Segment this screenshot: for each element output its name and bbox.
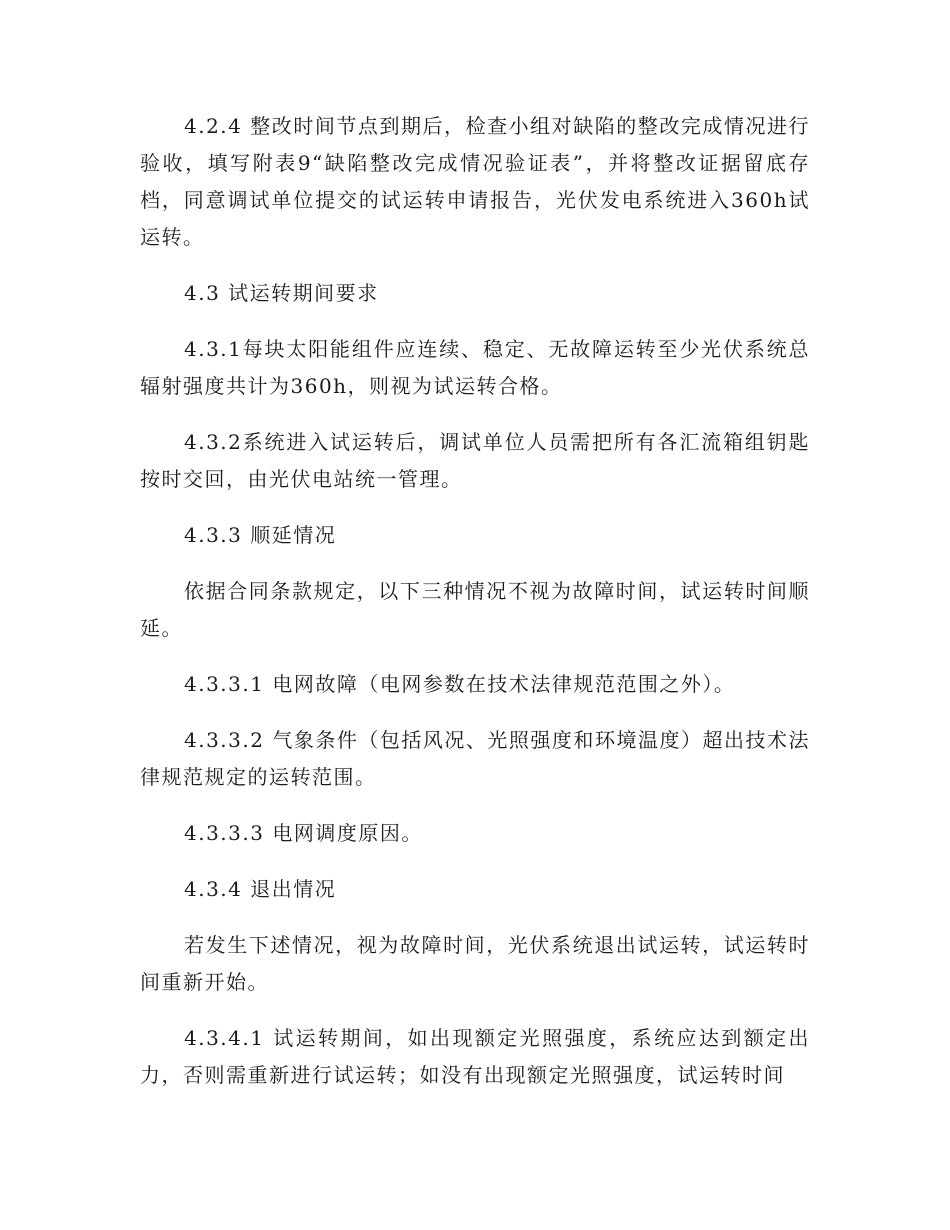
paragraph-4-3-4-1: 4.3.4.1 试运转期间，如出现额定光照强度，系统应达到额定出力，否则需重新进行试运转；如没有出现额定光照强度，试运转时间 xyxy=(140,1026,810,1087)
heading-4-3: 4.3 试运转期间要求 xyxy=(184,281,379,305)
paragraph-4-3-3-2: 4.3.3.2 气象条件（包括风况、光照强度和环境温度）超出技术法律规范规定的运转范围。 xyxy=(140,728,810,789)
paragraph-4-3-2: 4.3.2系统进入试运转后，调试单位人员需把所有各汇流箱组钥匙按时交回，由光伏电站统一管理。 xyxy=(140,430,810,491)
paragraph-4-3-1: 4.3.1每块太阳能组件应连续、稳定、无故障运转至少光伏系统总辐射强度共计为360h，则视为试运转合格。 xyxy=(140,337,810,398)
paragraph-4-2-4: 4.2.4 整改时间节点到期后，检查小组对缺陷的整改完成情况进行验收，填写附表9“缺陷整改完成情况验证表”，并将整改证据留底存档，同意调试单位提交的试运转申请报告，光伏发电系统进入360h试运转。 xyxy=(140,114,810,249)
paragraph-4-3-3-3: 4.3.3.3 电网调度原因。 xyxy=(184,821,423,845)
heading-4-3-4: 4.3.4 退出情况 xyxy=(184,877,337,901)
heading-4-3-3: 4.3.3 顺延情况 xyxy=(184,523,337,547)
document-body xyxy=(140,108,810,1113)
paragraph-4-3-3-1: 4.3.3.1 电网故障（电网参数在技术法律规范范围之外）。 xyxy=(184,672,736,696)
paragraph-exit-intro: 若发生下述情况，视为故障时间，光伏系统退出试运转，试运转时间重新开始。 xyxy=(140,933,810,994)
paragraph-extension-intro: 依据合同条款规定，以下三种情况不视为故障时间，试运转时间顺延。 xyxy=(140,579,810,640)
